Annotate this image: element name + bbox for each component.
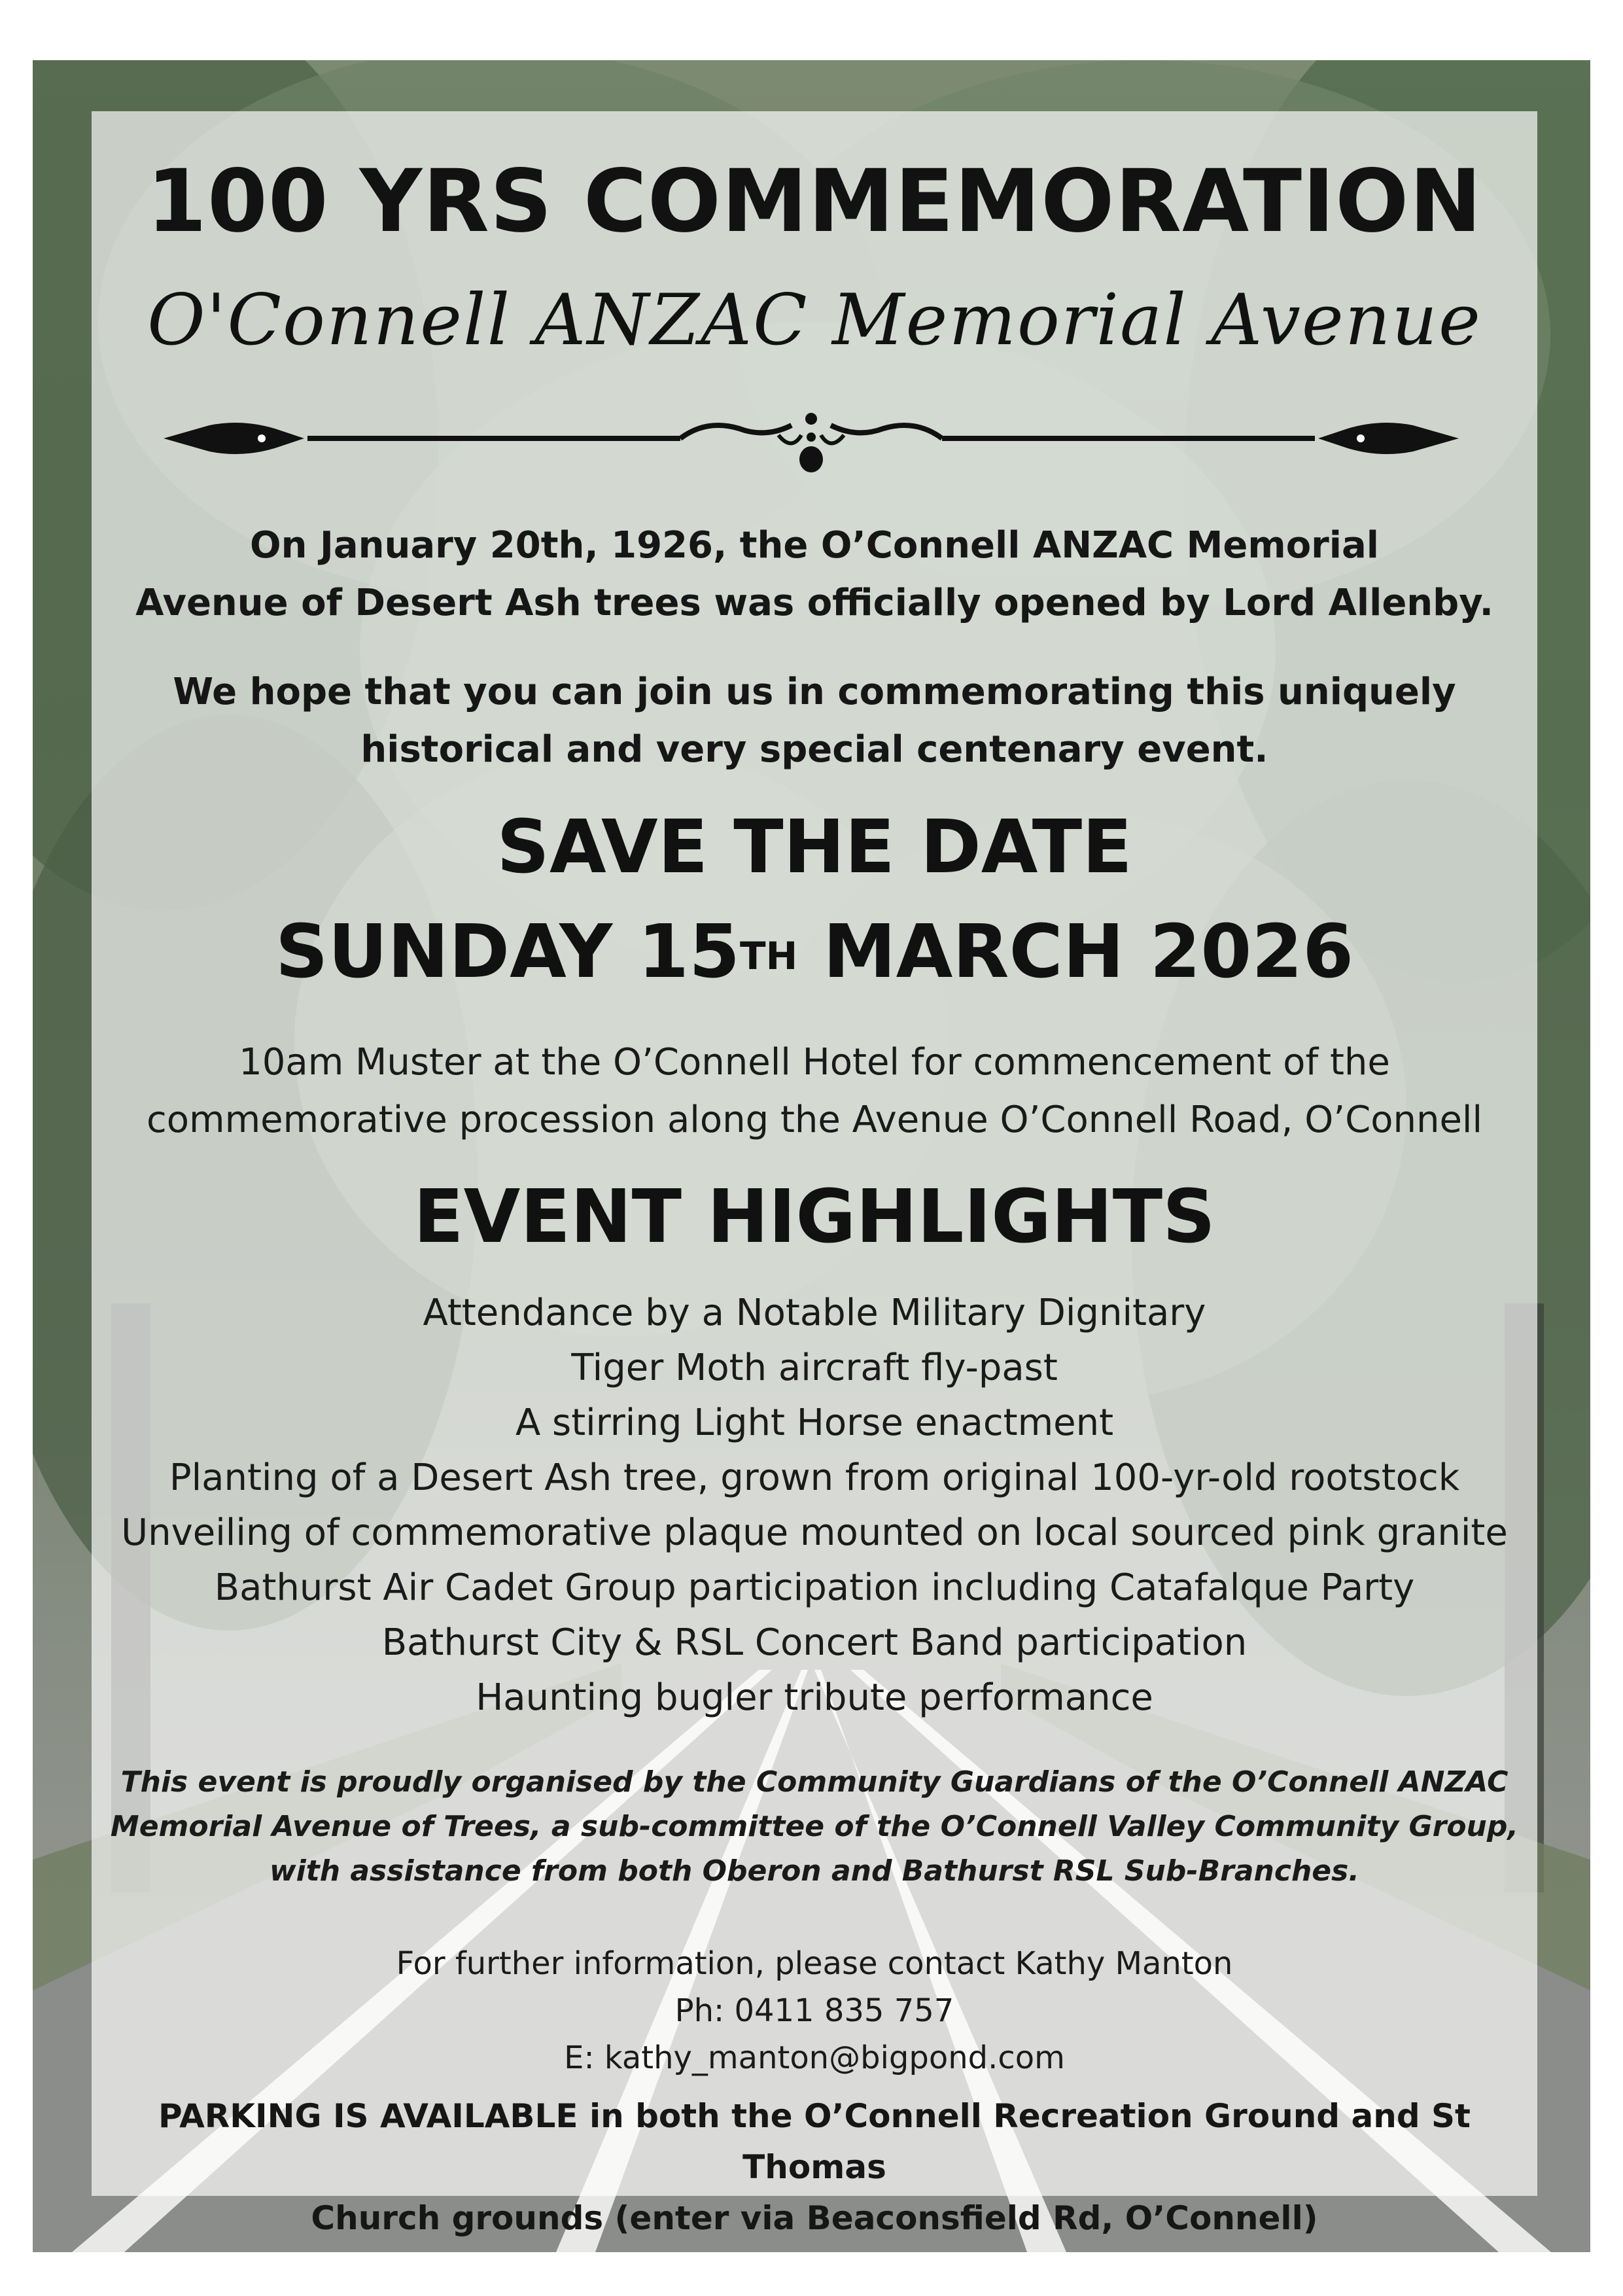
muster-details (92, 1034, 1537, 1149)
highlight-item: Haunting bugler tribute performance (476, 1676, 1153, 1719)
highlight-item: Bathurst Air Cadet Group participation including Catafalque Party (214, 1566, 1415, 1609)
contact-phone[interactable]: Ph: 0411 835 757 (674, 1992, 954, 2029)
ornamental-divider (164, 399, 1459, 478)
highlight-item: A stirring Light Horse enactment (515, 1402, 1114, 1444)
organiser-statement (92, 1760, 1537, 1894)
organiser-line: This event is proudly organised by the Community Guardians of the O’Connell ANZAC (120, 1765, 1509, 1799)
highlight-item: Bathurst City & RSL Concert Band participation (381, 1621, 1248, 1664)
highlights-list (92, 1286, 1537, 1725)
highlight-item: Unveiling of commemorative plaque mounted on local sourced pink granite (121, 1511, 1508, 1554)
parking-info (92, 2091, 1537, 2244)
poster-subtitle: O'Connell ANZAC Memorial Avenue (147, 279, 1482, 361)
muster-line: commemorative procession along the Avenue O’Connell Road, O’Connell (146, 1099, 1483, 1141)
intro-text (92, 517, 1537, 779)
intro-line: We hope that you can join us in commemorating this uniquely (173, 671, 1456, 713)
contact-email[interactable]: E: kathy_manton@bigpond.com (564, 2040, 1065, 2076)
intro-line: Avenue of Desert Ash trees was officially opened by Lord Allenby. (135, 582, 1493, 624)
intro-line: historical and very special centenary event. (360, 728, 1268, 771)
event-date-day: SUNDAY 15 (275, 910, 741, 995)
intro-line: On January 20th, 1926, the O’Connell ANZAC Memorial (250, 524, 1379, 567)
event-date-month-year: MARCH 2026 (797, 910, 1354, 995)
organiser-line: Memorial Avenue of Trees, a sub-committee of the O’Connell Valley Community Group, (110, 1810, 1519, 1843)
organiser-line: with assistance from both Oberon and Bathurst RSL Sub-Branches. (269, 1854, 1360, 1888)
event-date (92, 906, 1537, 998)
contact-info (92, 1940, 1537, 2081)
event-date-ordinal: TH (740, 934, 798, 978)
highlights-heading: EVENT HIGHLIGHTS (413, 1174, 1215, 1260)
contact-line: For further information, please contact Kathy Manton (396, 1945, 1233, 1982)
save-the-date-heading: SAVE THE DATE (497, 805, 1132, 890)
highlight-item: Planting of a Desert Ash tree, grown from original 100-yr-old rootstock (169, 1457, 1460, 1499)
highlight-item: Tiger Moth aircraft fly-past (571, 1347, 1058, 1389)
muster-line: 10am Muster at the O’Connell Hotel for commencement of the (239, 1041, 1390, 1084)
highlight-item: Attendance by a Notable Military Dignitary (423, 1292, 1206, 1334)
parking-line: Church grounds (enter via Beaconsfield Rd, O’Connell) (311, 2199, 1318, 2237)
poster-title: 100 YRS COMMEMORATION (147, 151, 1482, 252)
parking-line: PARKING IS AVAILABLE in both the O’Connell Recreation Ground and St Thomas (158, 2097, 1471, 2186)
